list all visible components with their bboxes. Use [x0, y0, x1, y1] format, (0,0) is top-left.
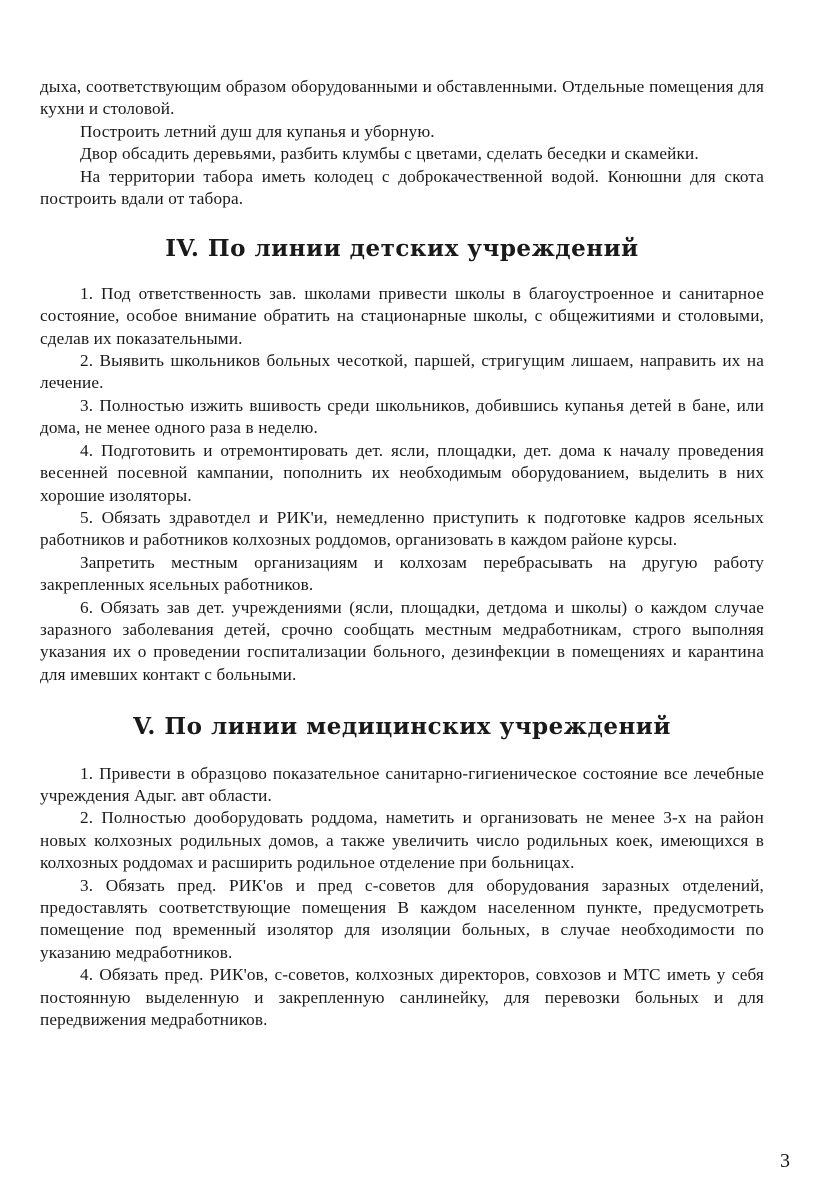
section-4-heading: IV. По линии детских учреждений	[165, 235, 639, 263]
intro-paragraph-4: На территории табора иметь колодец с доброкачественной водой. Конюшни для скота построить вдали от табора.	[40, 166, 764, 209]
intro-paragraph-3: Двор обсадить деревьями, разбить клумбы с цветами, сделать беседки и скамейки.	[80, 144, 699, 164]
section-4-item-5-note: Запретить местным организациям и колхозам перебрасывать на другую работу закрепленных ясельных работников.	[40, 552, 764, 595]
section-4-item-3: 3. Полностью изжить вшивость среди школьников, добившись купанья детей в бане, или дома, не менее одного раза в неделю.	[40, 395, 764, 438]
section-4-item-1: 1. Под ответственность зав. школами привести школы в благоустроенное и санитарное состояние, особое внимание обратить на стационарные школы, с общежитиями и столовыми, сделав их показательными.	[40, 283, 764, 348]
intro-paragraph-1: дыха, соответствующим образом оборудованными и обставленными. Отдельные помещения для кухни и столовой.	[40, 77, 764, 119]
intro-paragraph-2: Построить летний душ для купанья и уборную.	[80, 121, 435, 141]
page-number: 3	[780, 1150, 790, 1172]
section-5-item-2: 2. Полностью дооборудовать роддома, наметить и организовать не менее 3-х на район новых колхозных родильных домов, а также увеличить число родильных коек, имеющихся в колхозных роддомах и расширить родильное отделение при больницах.	[40, 808, 764, 873]
section-4-item-2: 2. Выявить школьников больных чесоткой, паршей, стригущим лишаем, направить их на лечение.	[40, 351, 764, 393]
section-4-item-4: 4. Подготовить и отремонтировать дет. ясли, площадки, дет. дома к началу проведения весенней посевной кампании, пополнить их необходимым оборудованием, выделить в них хорошие изоляторы.	[40, 440, 764, 505]
document-page	[40, 76, 764, 1031]
section-5-item-3: 3. Обязать пред. РИК'ов и пред с-советов для оборудования заразных отделений, предоставлять соответствующие помещения В каждом населенном пункте, предусмотреть помещение под временный изолятор для изоляции больных, в случае необходимости по указанию медработников.	[40, 875, 764, 962]
section-4-item-6: 6. Обязать зав дет. учреждениями (ясли, площадки, детдома и школы) о каждом случае заразного заболевания детей, срочно сообщать местным медработникам, строго выполняя указания их о проведении госпитализации больного, дезинфекции в помещениях и карантина для имевших контакт с больными.	[40, 597, 764, 684]
section-5-heading: V. По линии медицинских учреждений	[133, 713, 671, 741]
section-5-item-1: 1. Привести в образцово показательное санитарно-гигиеническое состояние все лечебные учреждения Адыг. авт области.	[40, 763, 764, 805]
section-4-item-5: 5. Обязать здравотдел и РИК'и, немедленно приступить к подготовке кадров ясельных работников и работников колхозных роддомов, организовать в каждом районе курсы.	[40, 507, 764, 550]
section-5-item-4: 4. Обязать пред. РИК'ов, с-советов, колхозных директоров, совхозов и МТС иметь у себя постоянную выделенную и закрепленную санлинейку, для перевозки больных и для передвижения медработников.	[40, 965, 764, 1030]
